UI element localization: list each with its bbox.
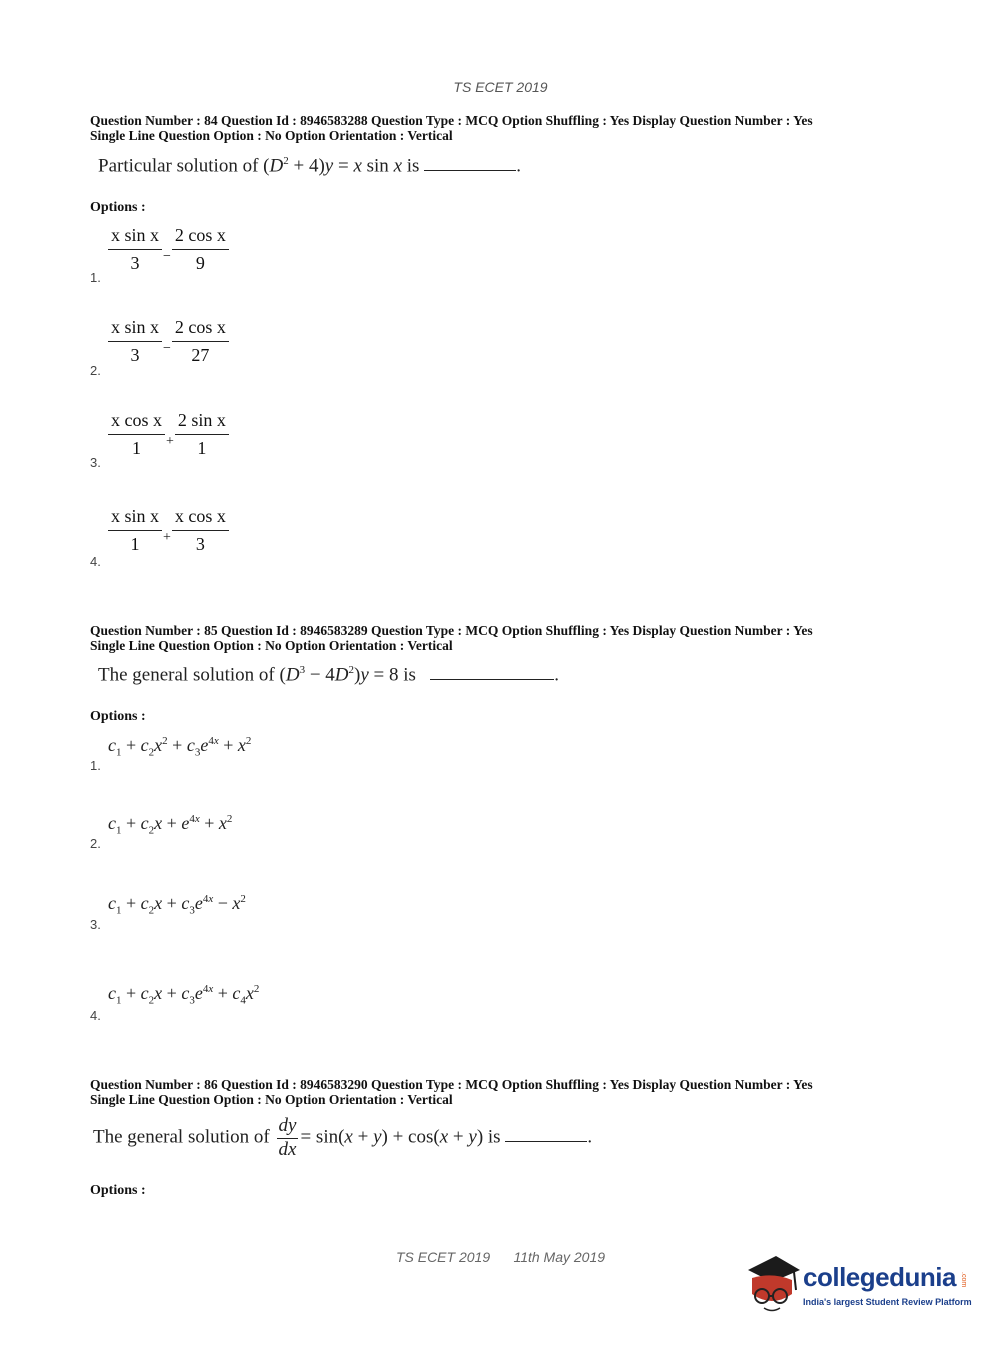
operator: − — [163, 248, 171, 264]
page-footer: TS ECET 2019 11th May 2019 — [395, 1249, 606, 1265]
fraction-denominator: 27 — [191, 345, 210, 365]
option-number: 4. — [90, 554, 101, 569]
option-85-4[interactable]: $c_1 + c_2x + c_3e^{4x} + c_4x^2$ — [108, 983, 260, 1007]
fraction-numerator: x cos x — [172, 506, 229, 531]
fraction-denominator: 3 — [130, 345, 140, 365]
option-number: 3. — [90, 455, 101, 470]
option-number: 3. — [90, 917, 101, 932]
operator: + — [163, 529, 171, 545]
page-header: TS ECET 2019 — [453, 79, 548, 95]
fraction-numerator: x sin x — [108, 506, 162, 531]
meta-line: Single Line Question Option : No Option Orientation : Vertical — [90, 638, 453, 653]
logo-tagline: India's largest Student Review Platform — [803, 1297, 972, 1307]
option-84-4[interactable] — [108, 506, 229, 555]
option-85-2[interactable]: $c_1 + c_2x + e^{4x} + x^2$ — [108, 813, 233, 837]
question-text-suffix: is — [406, 155, 420, 177]
fraction-denominator: 3 — [130, 253, 140, 273]
option-number: 2. — [90, 836, 101, 851]
fraction-numerator: x sin x — [108, 225, 162, 250]
answer-blank — [424, 170, 516, 171]
question-85-text: The general solution of $(D^3 - 4D^2)y = 8$ is . — [98, 664, 559, 686]
answer-blank — [505, 1141, 587, 1142]
question-84-text: Particular solution of $(D^2 + 4)y = x$ sin x is . — [98, 155, 521, 177]
options-label: Options : — [90, 1183, 146, 1198]
meta-line: Single Line Question Option : No Option Orientation : Vertical — [90, 1092, 453, 1107]
operator: − — [163, 340, 171, 356]
question-text-prefix: The general solution of — [93, 1126, 270, 1148]
question-86-meta — [90, 1077, 910, 1107]
question-84-meta — [90, 113, 910, 143]
meta-line: Question Number : 85 Question Id : 8946583289 Question Type : MCQ Option Shuffling : Yes Display Question Number : Yes — [90, 623, 813, 638]
question-text-suffix: is — [403, 664, 416, 686]
options-label: Options : — [90, 709, 146, 724]
logo-domain: .com — [960, 1272, 967, 1288]
fraction-denominator: 1 — [130, 534, 140, 554]
question-text-prefix: Particular solution of — [98, 155, 259, 177]
option-number: 2. — [90, 363, 101, 378]
option-85-1[interactable]: $c_1 + c_2x^2 + c_3e^{4x} + x^2$ — [108, 735, 252, 759]
fraction-denominator: 9 — [195, 253, 205, 273]
option-number: 4. — [90, 1008, 101, 1023]
fraction-numerator: 2 sin x — [175, 410, 229, 435]
fraction-numerator: 2 cos x — [172, 317, 229, 342]
options-label: Options : — [90, 200, 146, 215]
fraction-denominator: 1 — [132, 438, 141, 458]
question-text-prefix: The general solution of — [98, 664, 275, 686]
fraction-denominator: 1 — [197, 438, 207, 458]
fraction-numerator: x sin x — [108, 317, 162, 342]
option-84-2[interactable] — [108, 317, 229, 366]
option-84-3[interactable] — [108, 410, 229, 459]
fraction-numerator: x cos x — [108, 410, 165, 435]
option-number: 1. — [90, 758, 101, 773]
question-86-text: The general solution of $\frac{dy}{dx}$ = sin(x + y) + cos(x + y) is . — [93, 1115, 593, 1160]
option-84-1[interactable] — [108, 225, 229, 274]
collegedunia-logo[interactable]: collegedunia — [803, 1262, 956, 1292]
question-85-meta — [90, 623, 910, 653]
answer-blank — [430, 679, 554, 680]
option-85-3[interactable]: $c_1 + c_2x + c_3e^{4x} - x^2$ — [108, 893, 246, 917]
operator: + — [166, 433, 174, 449]
question-text-suffix: is — [487, 1126, 501, 1148]
meta-line: Question Number : 86 Question Id : 8946583290 Question Type : MCQ Option Shuffling : Yes Display Question Number : Yes — [90, 1077, 813, 1092]
option-number: 1. — [90, 270, 101, 285]
collegedunia-mascot-icon — [742, 1250, 802, 1322]
meta-line: Single Line Question Option : No Option Orientation : Vertical — [90, 128, 453, 143]
fraction-denominator: 3 — [195, 534, 205, 554]
fraction-numerator: 2 cos x — [172, 225, 229, 250]
meta-line: Question Number : 84 Question Id : 8946583288 Question Type : MCQ Option Shuffling : Yes Display Question Number : Yes — [90, 113, 813, 128]
